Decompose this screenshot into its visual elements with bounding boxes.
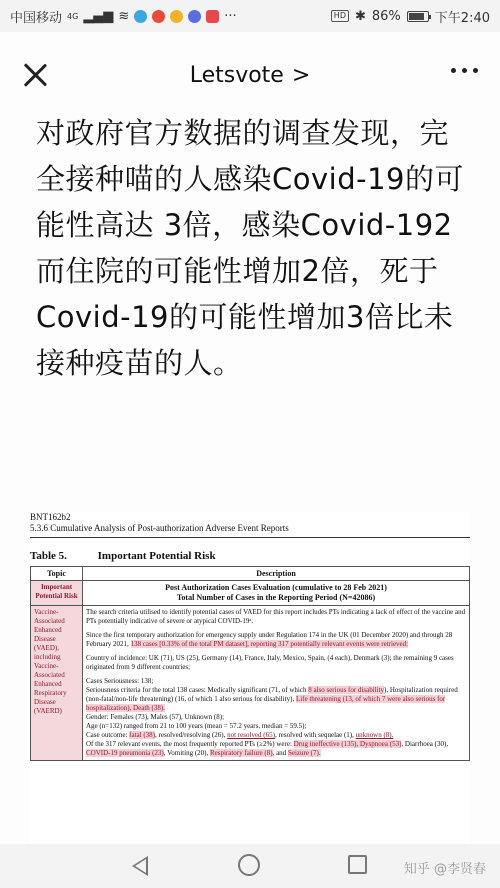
desc-line: Age (n=132) ranged from 21 to 100 years (mean = 57.2 years, median = 59.5); <box>86 722 307 730</box>
watermark: 知乎 @李贤春 <box>403 862 486 877</box>
back-icon[interactable] <box>132 856 148 876</box>
more-notifications-icon: ··· <box>224 8 237 24</box>
navigation-bar <box>0 844 500 888</box>
highlight: Seizure (7). <box>287 749 321 757</box>
desc-paragraph: Country of incidence: UK (71), US (25), Germany (14), France, Italy, Mexico, Spain, (4 each), Denmark (3); the remaining 9 cases originated from 9 different countries; <box>86 654 454 671</box>
divider <box>30 537 470 538</box>
table-title: Important Potential Risk <box>97 550 216 562</box>
table-row <box>31 581 470 606</box>
battery-icon <box>407 11 429 22</box>
table-header-row <box>31 567 470 581</box>
doc-id: BNT162b2 <box>30 512 71 522</box>
desc-line: Cases Seriousness: 138; <box>86 677 154 685</box>
status-bar <box>0 0 500 32</box>
recent-apps-icon[interactable] <box>348 855 367 874</box>
table-row <box>31 606 470 761</box>
eval-header <box>83 581 470 606</box>
topic-vaed: Vaccine-Associated Enhanced Disease (VAED), including Vaccine-Associated Enhanced Respiratory Disease (VAERD) <box>31 606 83 761</box>
app-notification-icon <box>134 10 147 23</box>
app-notification-icon <box>206 10 219 23</box>
risk-table <box>30 566 470 761</box>
desc-paragraph: The search criteria utilised to identify potential cases of VAED for this report includes PTs indicating a lack of effect of the vaccine and PTs potentially indicative of severe or atypical COVID-19ᵃ. <box>86 608 466 625</box>
clock: 下午2:40 <box>434 10 490 26</box>
app-notification-icon <box>188 10 201 23</box>
close-icon[interactable] <box>18 58 52 92</box>
carrier-label: 中国移动 <box>10 10 63 26</box>
desc-line: Case outcome: fatal (38), resolved/resolving (26), not resolved (65), resolved with sequelae (1), unknown (8). <box>86 731 394 739</box>
highlight: COVID-19 pneumonia (23) <box>86 749 164 757</box>
signal-icon: ▂▄▆ <box>83 8 114 24</box>
more-icon[interactable] <box>451 68 478 73</box>
app-notification-icon <box>170 10 183 23</box>
col-topic: Topic <box>31 567 83 581</box>
topic-important: Important Potential Risk <box>31 581 83 606</box>
highlight: Drug ineffective (135), Dyspnoea (53) <box>293 740 402 748</box>
eval-title: Post Authorization Cases Evaluation (cumulative to 28 Feb 2021) <box>165 583 387 592</box>
table-caption <box>30 550 470 562</box>
desc-line: Gender: Females (73), Males (57), Unknown (8); <box>86 713 225 721</box>
battery-percent: 86% <box>371 8 401 24</box>
home-icon[interactable] <box>238 854 260 876</box>
account-title-link[interactable] <box>190 63 311 88</box>
highlight: Life threatening (13, of which 7 were also serious for hospitalization), Death (38). <box>86 695 446 712</box>
app-header <box>0 32 500 118</box>
eval-subtitle: Total Number of Cases in the Reporting Period (N=42086) <box>176 593 376 602</box>
wifi-icon: ≋ <box>118 8 130 24</box>
doc-section: 5.3.6 Cumulative Analysis of Post-authorization Adverse Event Reports <box>30 523 289 533</box>
highlight: 138 cases [0.33% of the total PM dataset], reporting 317 potentially relevant events were retrieved: <box>130 640 409 648</box>
article-text: 对政府官方数据的调查发现，完全接种喵的人感染Covid-19的可能性高达 3倍，感染Covid-192而住院的可能性增加2倍，死于Covid-19的可能性增加3倍比未接种疫苗的人。 <box>36 116 464 380</box>
highlight: 8 also serious for disability <box>308 686 385 694</box>
network-type: 4G <box>67 11 79 21</box>
desc-paragraph: Since the first temporary authorization for emergency supply under Regulation 174 in the UK (01 December 2020) and through 28 February 2021, 138 cases [0.33% of the total PM dataset], reporting 317 potentially relevant events were retrieved: <box>86 631 453 648</box>
table-label: Table 5. <box>30 550 67 562</box>
highlight: Respiratory failure (8) <box>209 749 273 757</box>
description-cell <box>83 606 470 761</box>
page-title: Letsvote <box>189 62 284 88</box>
highlight: unknown (8). <box>355 731 394 739</box>
document-image[interactable] <box>30 512 470 844</box>
col-description: Description <box>83 567 470 581</box>
chevron-right-icon: > <box>291 62 311 88</box>
highlight: not resolved (65) <box>227 731 275 739</box>
desc-line: Of the 317 relevant events, the most frequently reported PTs (≥2%) were: Drug ineffective (135), Dyspnoea (53), Diarrhoea (30), COVID-19 pneumonia (23), Vomiting (20), Respiratory failure (8), and Seizure (7). <box>86 740 449 757</box>
hd-badge: HD <box>331 10 349 22</box>
app-notification-icon <box>152 10 165 23</box>
desc-line: Seriousness criteria for the total 138 cases: Medically significant (71, of which 8 also serious for disability), Hospitalization required (non-fatal/non-life threatening) (16, of which 1 also serious for disability), Life threatening (13, of which 7 were also serious for hospitalization), Death (38). <box>86 686 458 712</box>
bluetooth-icon: ✱ <box>354 8 366 24</box>
highlight: fatal (38) <box>129 731 156 739</box>
